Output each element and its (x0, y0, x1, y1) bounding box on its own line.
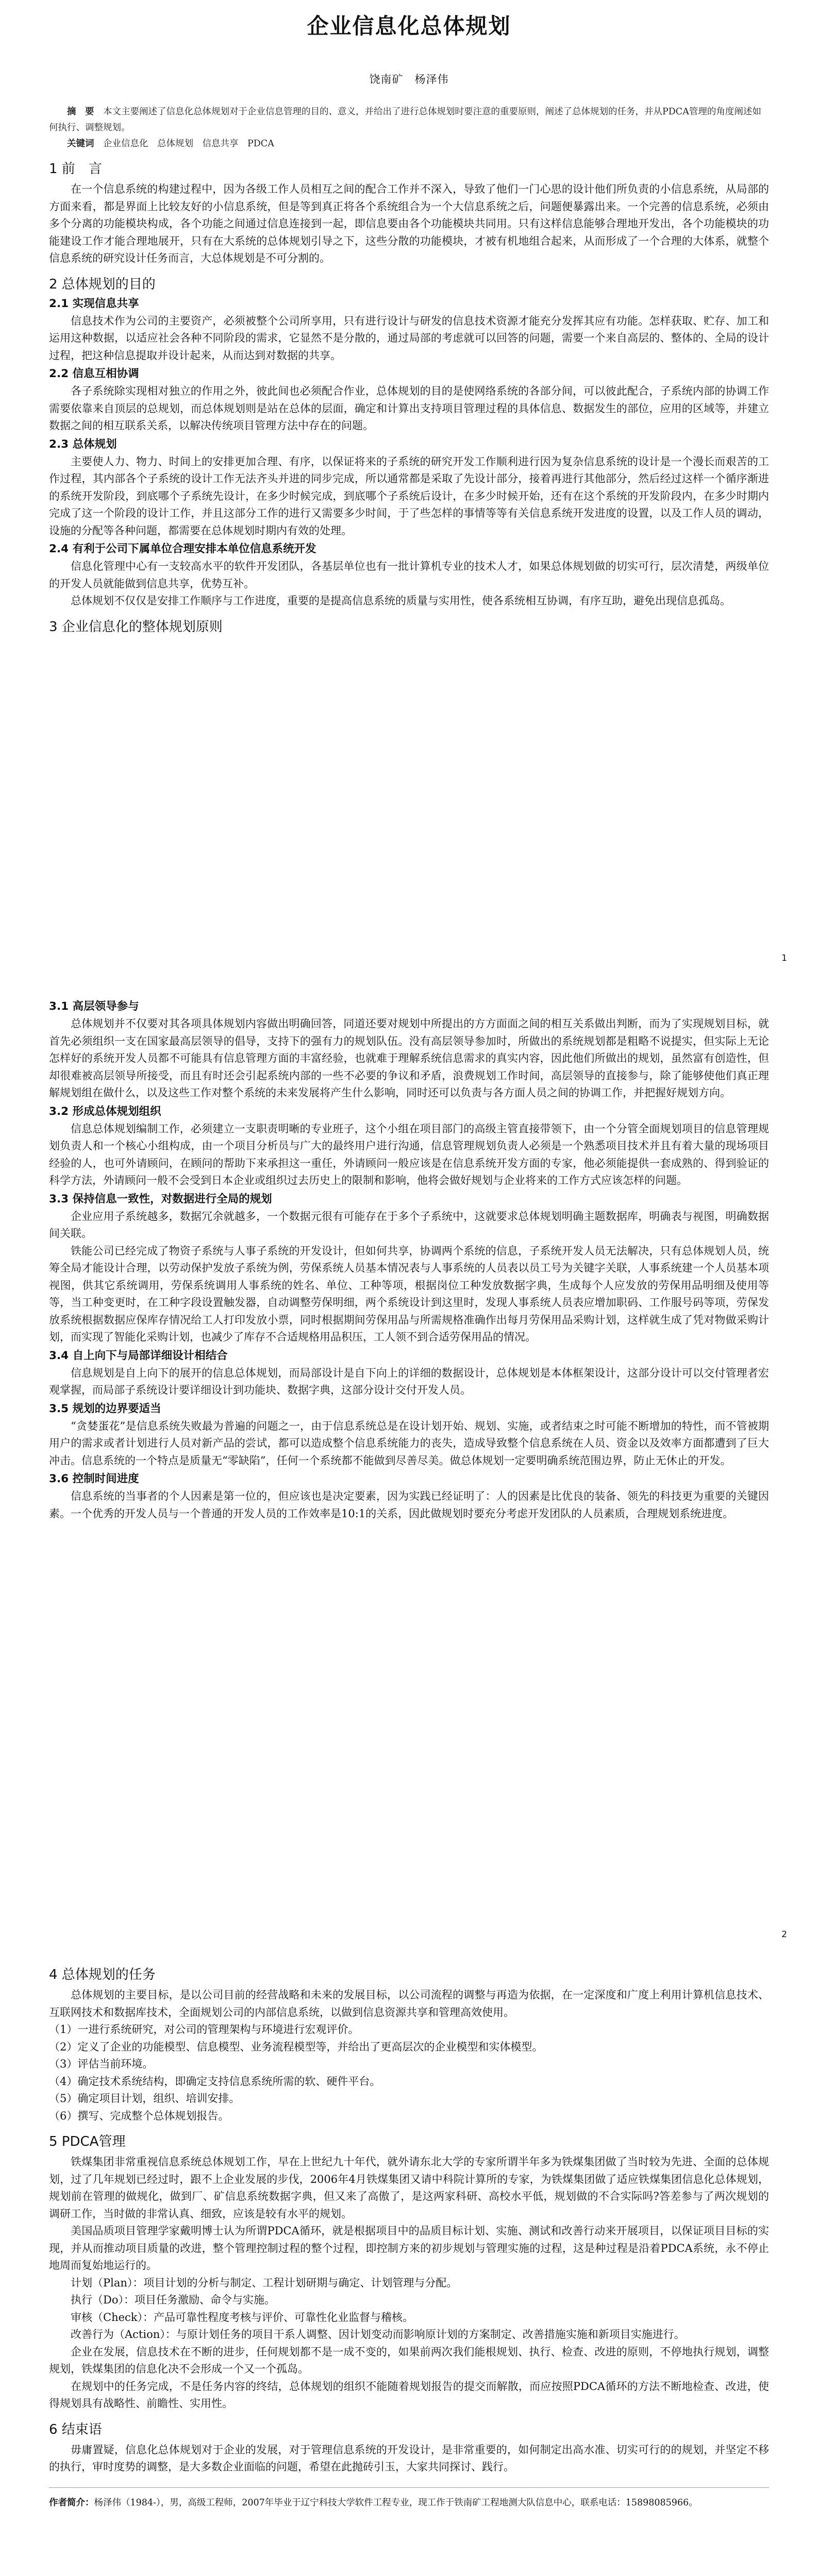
page-2 (0, 971, 818, 1947)
paragraph: 主要使人力、物力、时间上的安排更加合理、有序，以保证将来的子系统的研究开发工作顺利进行因为复杂信息系统的设计是一个漫长而艰苦的工作过程，其内部各个子系统的设计工作无法齐头并进的同步完成，所以通常都是采取了先设计部分，接着再进行其他部分，然后经过这样一个循序渐进的系统开发阶段，到底哪个子系统先设计，在多少时候完成，到底哪个子系统后设计，在多少时候开始，还有在这个系统的开发阶段内，在多少时期内完成了这一个阶段的设计工作，并且这部分工作的进行又需要多少时间，于了些怎样的事情等等有关信息系统开发进度的设置，以及工作人员的调动，设施的分配等各种问题，都需要在总体规划时期内有效的处理。 (49, 455, 769, 537)
paragraph: 改善行为（Action）：与原计划任务的项目干系人调整、因计划变动而影响原计划的方案制定、改善措施实施和新项目实施进行。 (71, 2328, 685, 2341)
subsection-heading: 2.4 有利于公司下属单位合理安排本单位信息系统开发 (49, 543, 316, 555)
author-note-label: 作者简介： (49, 2497, 94, 2508)
paragraph: 总体规划的主要目标，是以公司目前的经营战略和未来的发展目标，以公司流程的调整与再造为依据，在一定深度和广度上利用计算机信息技术、互联网技术和数据库技术，全面规划公司的内部信息系统，以做到信息资源共享和管理高效使用。 (49, 1989, 769, 2019)
paper-title: 企业信息化总体规划 (307, 13, 511, 39)
paragraph: 信息系统的当事者的个人因素是第一位的，但应该也是决定要素，因为实践已经证明了：人的因素是比优良的装备、领先的科技更为重要的关键因素。一个优秀的开发人员与一个普通的开发人员的工作效率是10:1的关系，因此做规划时要充分考虑开发团队的人员素质，合理规划系统进度。 (49, 1490, 769, 1520)
author-line: 饶南矿 杨泽伟 (369, 73, 449, 86)
abstract-block (49, 104, 769, 152)
subsection-heading: 3.3 保持信息一致性，对数据进行全局的规划 (49, 1192, 272, 1206)
keywords-label: 关键词 (67, 139, 94, 149)
author-note-text: 杨泽伟（1984-），男，高级工程师，2007年毕业于辽宁科技大学软件工程专业，现工作于铁南矿工程地测大队信息中心，联系电话：15898085966。 (94, 2497, 698, 2508)
paragraph: 在一个信息系统的构建过程中，因为各级工作人员相互之间的配合工作并不深入，导致了他们一门心思的设计他们所负责的小信息系统，从局部的方面来看，都是界面上比较友好的小信息系统，但是等到真正将各个系统组合为一个大信息系统之后，问题便暴露出来。一个完善的信息系统，必须由多个分离的功能模块构成，各个功能之间通过信息连接到一起，即信息要由各个功能模块共同用。只有这样信息能够合理地开发出，各个功能模块的功能建设工作才能合理地展开，只有在大系统的总体规划引导之下，这些分散的功能模块，才被有机地组合起来，从而形成了一个合理的大体系，就整个信息系统的研究设计任务而言，大总体规划是不可分割的。 (49, 183, 769, 264)
paragraph: 美国品质项目管理学家戴明博士认为所谓PDCA循环，就是根据项目中的品质目标计划、实施、测试和改善行动来开展项目，以保证项目目标的实现，并从而推动项目质量的改进，整个管理控制过程的整个过程，即控制方来的初步规划与管理实施的过程，这是种过程是沿着PDCA系统，永不停止地周而复始地运行的。 (49, 2225, 769, 2272)
paragraph: 毋庸置疑，信息化总体规划对于企业的发展，对于管理信息系统的开发设计，是非常重要的，如何制定出高水准、切实可行的的规划，并坚定不移的执行，审时度势的调整，是大多数企业面临的问题，希望在此抛砖引玉，大家共同探讨、践行。 (49, 2443, 769, 2473)
paragraph: 企业在发展，信息技术在不断的进步，任何规划都不是一成不变的，如果前两次我们能根规划、执行、检查、改进的原则，不停地执行规划，调整规划，铁煤集团的信息化决不会形成一个又一个孤岛。 (49, 2345, 769, 2375)
section-heading: 5 PDCA管理 (49, 2134, 126, 2149)
paragraph: “贪婪蛋花”是信息系统失败最为普遍的问题之一，由于信息系统总是在设计划开始、规划、实施，或者结束之时可能不断增加的特性，而不管被期用户的需求或者计划进行人员对新产品的尝试，都可以造成整个信息系统能力的丧失，造成导致整个信息系统在人员、资金以及效率方面都遭到了巨大冲击。信息系统的一个特点是质量无“零缺陷”，任何一个系统都不能做到尽善尽美。做总体规划一定要明确系统范围边界，防止无休止的开发。 (49, 1419, 769, 1467)
list-item: （5）确定项目计划，组织、培训安排。 (49, 2092, 240, 2105)
list-item: （1）一进行系统研究，对公司的管理架构与环境进行宏观评价。 (49, 2023, 359, 2036)
paragraph: 信息技术作为公司的主要资产，必须被整个公司所享用，只有进行设计与研发的信息技术资源才能充分发挥其应有功能。怎样获取、贮存、加工和运用这种数据，以适应社会各种不同阶段的需求，它显然不是分散的，通过局部的考虑就可以回答的问题，需要一个来自高层的、整体的、全局的设计过程，把这种信息提取并设计起来，从而达到对数据的共享。 (49, 314, 769, 362)
page-number: 2 (781, 1929, 787, 1940)
paragraph: 信息化管理中心有一支较高水平的软件开发团队，各基层单位也有一批计算机专业的技术人才，如果总体规划做的切实可行，层次清楚，两级单位的开发人员就能做到信息共享，优势互补。 (49, 560, 769, 590)
subsection-heading: 3.2 形成总体规划组织 (49, 1105, 161, 1118)
abstract-label: 摘 要 (67, 107, 94, 117)
page-number: 1 (781, 953, 787, 963)
paragraph: 计划（Plan）：项目计划的分析与制定、工程计划研期与确定、计划管理与分配。 (71, 2276, 458, 2289)
section-heading: 6 结束语 (49, 2421, 102, 2437)
section-heading: 2 总体规划的目的 (49, 276, 156, 292)
list-item: （2）定义了企业的功能模型、信息模型、业务流程模型等，并给出了更高层次的企业模型和实体模型。 (49, 2040, 543, 2053)
keywords-text: 企业信息化 总体规划 信息共享 PDCA (103, 139, 274, 149)
paragraph: 铁煤集团非常重视信息系统总体规划工作，早在上世纪九十年代，就外请东北大学的专家所谓半年多为铁煤集团做了当时较为先进、全面的总体规划，过了几年规划已经过时，跟不上企业发展的步伐，2006年4月铁煤集团又请中科院计算所的专家，为铁煤集团做了适应铁煤集团信息化总体规划，规划前在管理的做规化，做到厂、矿信息系统数据字典，但又来了高傲了，是这两家科研、高校水平低，规划做的不合实际吗?答差参与了两次规划的调研工作，当时做的非常认真、细致，应该是较有水平的规划。 (49, 2156, 769, 2220)
paragraph: 企业应用子系统越多，数据冗余就越多，一个数据元很有可能存在于多个子系统中，这就要求总体规划明确主题数据库，明确表与视图，明确数据间关联。 (49, 1210, 769, 1240)
subsection-heading: 3.6 控制时间进度 (49, 1472, 139, 1485)
paragraph: 信息总体规划编制工作，必须建立一支职责明晰的专业班子，这个小组在项目部门的高级主管直接带领下，由一个分管全面规划项目的信息管理规划负责人和一个核心小组构成，由一个项目分析员与广大的最终用户进行沟通，信息管理规划负责人必须是一个熟悉项目技术并且有着大量的现场项目经验的人，也可外请顾问，在顾问的帮助下来承担这一重任，外请顾问一般应该是在信息系统开发方面的专家，他必须能提供一套成熟的、得到验证的科学方法，外请顾问一般不会受到日本企业或组织过去历史上的限制和影响，他将会做好规划与企业将来的工作方式应该怎样的问题。 (49, 1122, 769, 1187)
subsection-heading: 2.3 总体规划 (49, 437, 117, 451)
paragraph: 总体规划并不仅要对其各项具体规划内容做出明确回答，同道还要对规划中所提出的方方面面之间的相互关系做出判断，而为了实现规划目标，就首先必须组织一支在国家最高层领导的倡导，支持下的强有力的规划队伍。没有高层领导参加时，所做出的系统规划都是粗略不说提实，但实际上无论怎样好的系统开发人员都不可能具有信息管理方面的丰富经验，也就难于理解系统信息需求的真实内容，因此他们所做出的规划，虽然富有创造性，但却很难被高层领导所接受，而且有时还会引起系统内部的一些不必要的争议和矛盾，浪费规划工作时间，高层领导的直接参与，除了能够使他们真正理解规划组在做什么，以及这些工作对整个系统的未来发展将产生什么影响，同时还可以负责与各方面人员之间的协调工作，并把握好规划方向。 (49, 1018, 769, 1099)
subsection-heading: 2.1 实现信息共享 (49, 297, 139, 310)
list-item: （4）确定技术系统结构，即确定支持信息系统所需的软、硬件平台。 (49, 2075, 381, 2088)
paragraph: 各子系统除实现相对独立的作用之外，彼此间也必须配合作业，总体规划的目的是使网络系统的各部分间，可以彼此配合，子系统内部的协调工作需要依靠来自顶层的总规划，而总体规划则是站在总体的层面，确定和计算出支持项目管理过程的具体信息、数据发生的部位，应用的区域等，并建立数据之间的相互联系关系，以解决传统项目管理方法中存在的问题。 (49, 385, 769, 432)
list-item: （6）撰写、完成整个总体规划报告。 (49, 2109, 229, 2122)
subsection-heading: 3.5 规划的边界要适当 (49, 1402, 161, 1415)
paragraph: 执行（Do）：项目任务激励、命令与实施。 (71, 2294, 275, 2306)
list-item: （3）评估当前环境。 (49, 2058, 154, 2070)
paragraph: 信息规划是自上向下的展开的信息总体规划，而局部设计是自下向上的详细的数据设计，总体规划是本体框架设计，这部分设计可以交付管理者宏观掌握，而局部子系统设计要详细设计到功能块、数据字典，这部分设计交付开发人员。 (49, 1366, 769, 1396)
page-1 (0, 0, 818, 971)
section-heading: 3 企业信息化的整体规划原则 (49, 619, 223, 635)
section-heading: 4 总体规划的任务 (49, 1967, 156, 1982)
section-heading: 1 前 言 (49, 161, 102, 177)
subsection-heading: 3.1 高层领导参与 (49, 1000, 139, 1013)
paragraph: 在规划中的任务完成，不是任务内容的终结，总体规划的组织不能随着规划报告的提交而解散，而应按照PDCA循环的方法不断地检查、改进，使得规划具有战略性、前瞻性、实用性。 (49, 2380, 769, 2410)
author-note (49, 2487, 769, 2511)
subsection-heading: 2.2 信息互相协调 (49, 367, 139, 380)
paragraph: 审核（Check）：产品可靠性程度考核与评价、可靠性化业监督与稽核。 (71, 2311, 414, 2324)
page-3 (0, 1947, 818, 2576)
paragraph: 铁能公司已经完成了物资子系统与人事子系统的开发设计，但如何共享，协调两个系统的信息，子系统开发人员无法解决，只有总体规划人员，统筹全局才能设计合理，以劳动保护发放子系统为例，劳保系统人员基本情况表与人事系统的人员表以员工号为关键字关联，人事系统建一个人员基本项视图，供其它系统调用，劳保系统调用人事系统的姓名、单位、工种等项，根据岗位工种发放数据字典，生成每个人应发放的劳保用品明细及使用等等，当工种变更时，在工种字段设置触发器，自动调整劳保明细，两个系统设计到这里时，发现人事系统人员表应增加职码、工作服号码等项，劳保发放系统根据数据应保库存情况给工人打印发放小票，同时根据期间劳保用品与所需规格准确作出每月劳保用品采购计划，这样就生成了凭对物做采购计划，而实现了智能化采购计划，也减少了库存不合适规格用品积压，工人领不到合适劳保用品的情况。 (49, 1244, 769, 1343)
subsection-heading: 3.4 自上向下与局部详细设计相结合 (49, 1349, 228, 1362)
paragraph: 总体规划不仅仅是安排工作顺序与工作进度，重要的是提高信息系统的质量与实用性，使各系统相互协调，有序互助，避免出现信息孤岛。 (71, 595, 731, 607)
abstract-text: 本文主要阐述了信息化总体规划对于企业信息管理的目的、意义，并给出了进行总体规划时要注意的重要原则，阐述了总体规划的任务，并从PDCA管理的角度阐述如何执行、调整规划。 (49, 107, 761, 133)
